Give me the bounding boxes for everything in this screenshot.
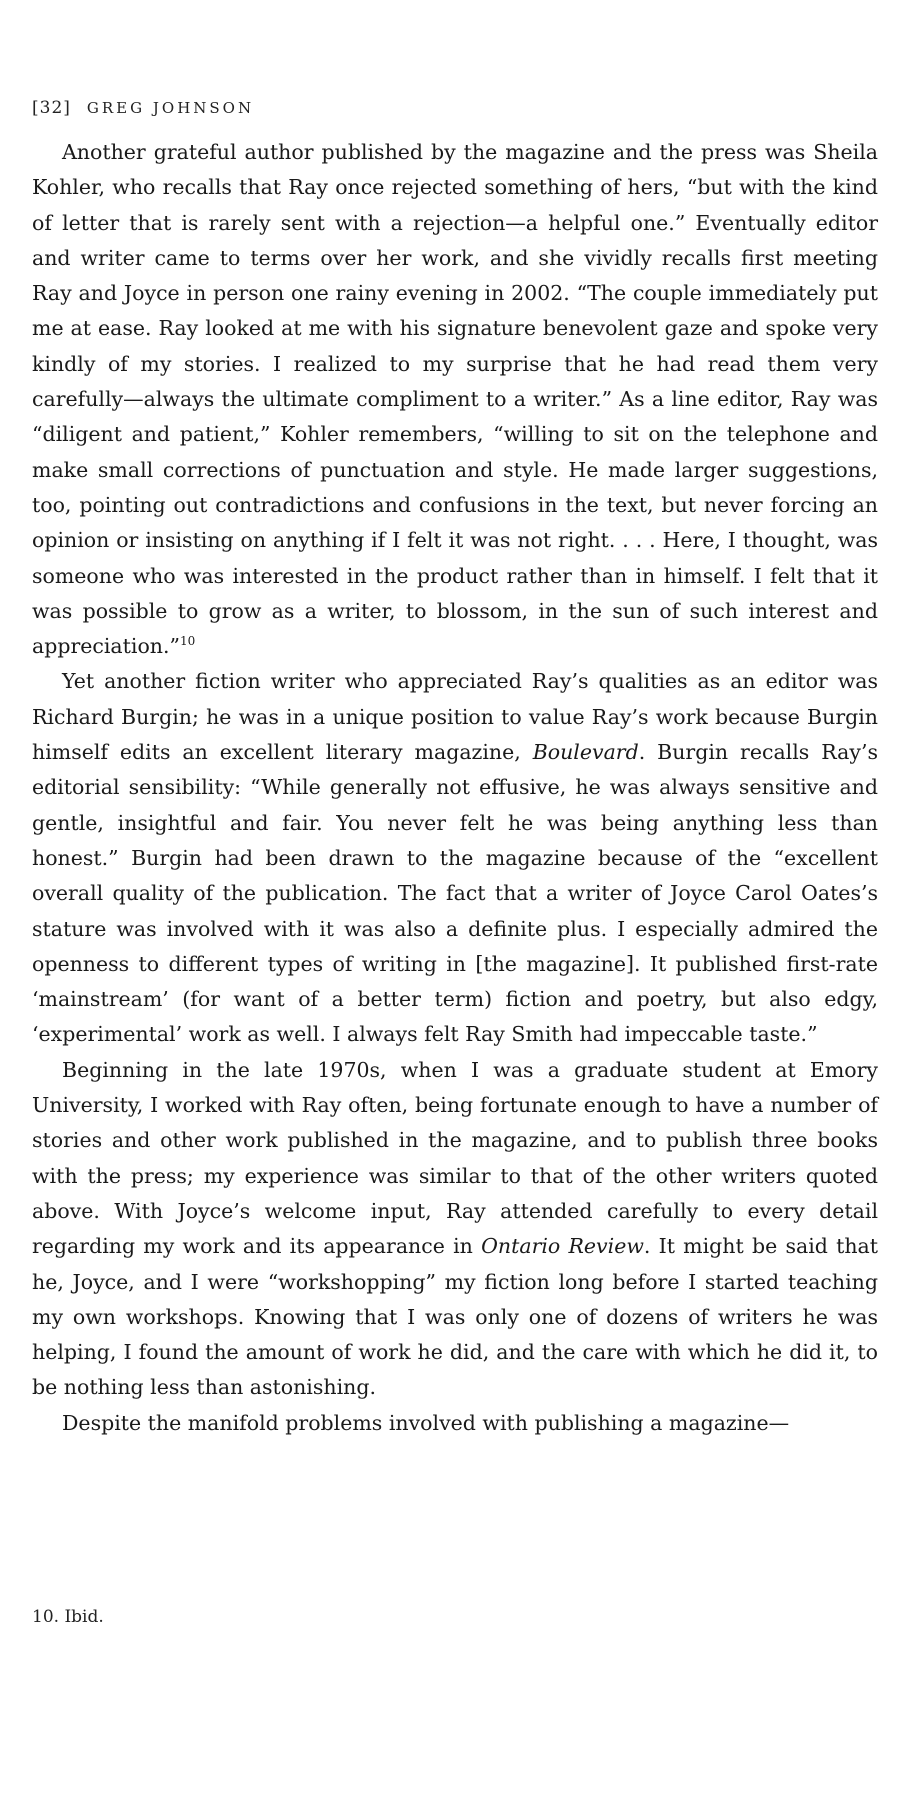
paragraph-text: Another grateful author published by the magazine and the press was Sheila Kohler, who recalls that Ray once rejected something of hers, “but with the kind of letter that is rarely sent with a rejection—a helpful one.” Eventually editor and writer came to terms over her work, and she vividly recalls first meeting Ray and Joyce in person one rainy evening in 2002. “The couple immediately put me at ease. Ray looked at me with his signature benevolent gaze and spoke very kindly of my stories. I realized to my surprise that he had read them very carefully—always the ultimate compliment to a writer.” As a line editor, Ray was “diligent and patient,” Kohler remembers, “willing to sit on the telephone and make small corrections of punctuation and style. He made larger suggestions, too, pointing out contradictions and confusions in the text, but never forcing an opinion or insisting on anything if I felt it was not right. . . . Here, I thought, was someone who was interested in the product rather than in himself. I felt that it was possible to grow as a writer, to blossom, in the sun of such interest and appreciation.” [32, 140, 878, 659]
paragraph-burgin [32, 664, 878, 1052]
paragraph-text: Yet another fiction writer who appreciated Ray’s qualities as an editor was Richard Burgin; he was in a unique position to value Ray’s work because Burgin himself edits an excellent literary magazine, [32, 669, 878, 765]
paragraph-johnson [32, 1053, 878, 1406]
paragraph-text: . Burgin recalls Ray’s editorial sensibility: “While generally not effusive, he was always sensitive and gentle, insightful and fair. You never felt he was being anything less than honest.” Burgin had been drawn to the magazine because of the “excellent overall quality of the publication. The fact that a writer of Joyce Carol Oates’s stature was involved with it was also a definite plus. I especially admired the openness to different types of writing in [the magazine]. It published first-rate ‘mainstream’ (for want of a better term) fiction and poetry, but also edgy, ‘experimental’ work as well. I always felt Ray Smith had impeccable taste.” [32, 740, 878, 1047]
paragraph-despite [32, 1406, 878, 1441]
paragraph-text: . It might be said that he, Joyce, and I were “workshopping” my fiction long before I started teaching my own workshops. Knowing that I was only one of dozens of writers he was helping, I found the amount of work he did, and the care with which he did it, to be nothing less than astonishing. [32, 1234, 878, 1400]
paragraph-text: Beginning in the late 1970s, when I was a graduate student at Emory University, I worked with Ray often, being fortunate enough to have a number of stories and other work published in the magazine, and to publish three books with the press; my experience was similar to that of the other writers quoted above. With Joyce’s welcome input, Ray attended carefully to every detail regarding my work and its appearance in [32, 1057, 878, 1259]
paragraph-kohler [32, 135, 878, 664]
magazine-title-boulevard: Boulevard [532, 740, 639, 765]
running-head [32, 98, 254, 118]
body-text [32, 135, 878, 1441]
page-number: [32] [32, 98, 71, 118]
paragraph-text: Despite the manifold problems involved with publishing a magazine— [62, 1410, 790, 1435]
footnote-reference: 10 [180, 634, 196, 649]
footnote: 10. Ibid. [32, 1607, 104, 1627]
magazine-title-ontario-review: Ontario Review [481, 1234, 644, 1259]
running-head-author: GREG JOHNSON [86, 99, 255, 117]
